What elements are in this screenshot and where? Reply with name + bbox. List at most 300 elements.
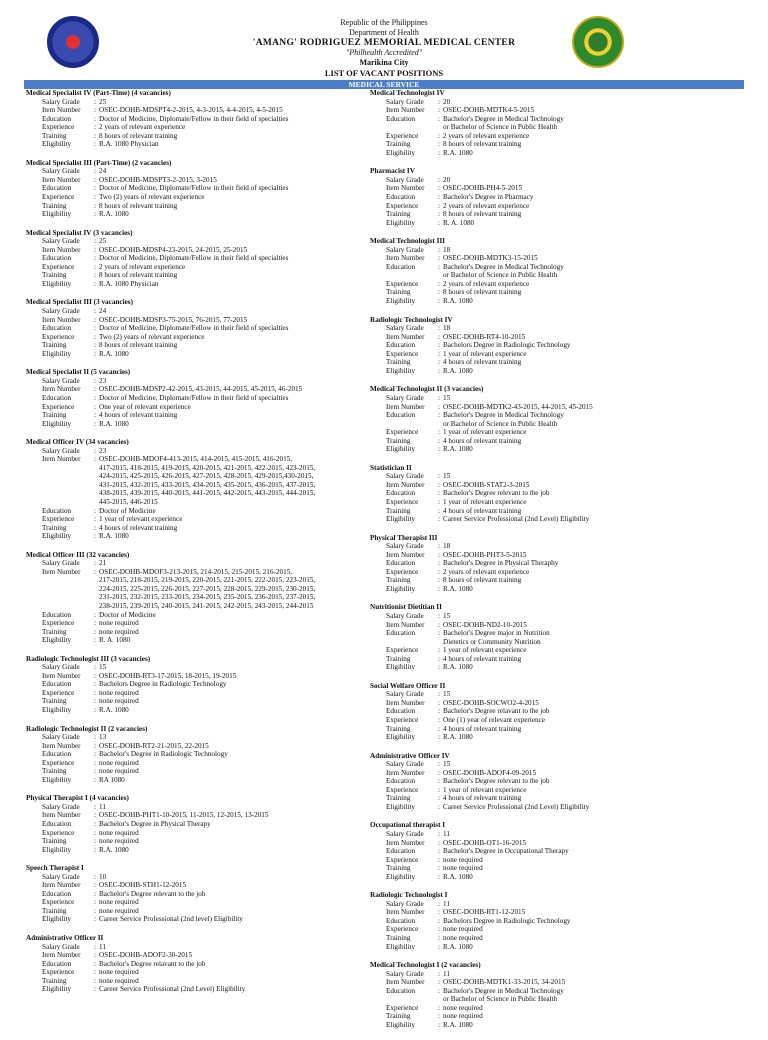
- field-row: [370, 297, 750, 306]
- field-label: Item Number: [386, 480, 425, 489]
- field-value: Doctor of Medicine, Diplomate/Fellow in their field of specialties: [99, 254, 289, 263]
- field-separator: :: [94, 332, 96, 341]
- field-row: [370, 403, 750, 412]
- field-row: [370, 786, 750, 795]
- field-row: [26, 750, 362, 759]
- right-column: [370, 89, 750, 1040]
- field-separator: :: [438, 942, 440, 951]
- field-label: Eligibility: [42, 279, 72, 288]
- field-row: [370, 176, 750, 185]
- field-row: [370, 847, 750, 856]
- field-row: [26, 820, 362, 829]
- field-separator: :: [94, 175, 96, 184]
- field-separator: :: [438, 445, 440, 454]
- field-label: Item Number: [42, 106, 81, 115]
- field-value: 1 year of relevant experience: [443, 497, 527, 506]
- field-value: 4 hours of relevant training: [99, 411, 178, 420]
- field-row: [370, 507, 750, 516]
- field-value: none required: [99, 837, 139, 846]
- field-separator: :: [438, 288, 440, 297]
- field-value: Bachelor's Degree in Radiologic Technology: [99, 750, 228, 759]
- position-title: Administrative Officer IV: [370, 751, 450, 760]
- position-title: Medical Technologist III: [370, 237, 446, 246]
- field-value: R.A. 1080: [99, 532, 129, 541]
- field-separator: :: [94, 951, 96, 960]
- field-row: [26, 559, 362, 568]
- field-separator: :: [94, 775, 96, 784]
- field-value: OSEC-DOHB-SOCWO2-4-2015: [443, 698, 539, 707]
- position-entry: [370, 603, 750, 671]
- field-value: 15: [99, 663, 107, 672]
- field-row: [26, 377, 362, 386]
- field-row: [26, 943, 362, 952]
- field-label: Training: [386, 506, 411, 515]
- field-row: [26, 515, 362, 524]
- field-value: 4 hours of relevant training: [443, 724, 522, 733]
- field-value: 18: [443, 542, 451, 551]
- field-label: Salary Grade: [386, 472, 424, 481]
- field-row: [26, 636, 362, 645]
- field-label: Item Number: [42, 741, 81, 750]
- field-value: Doctor of Medicine, Diplomate/Fellow in their field of specialties: [99, 114, 289, 123]
- field-separator: :: [94, 889, 96, 898]
- field-value: 15: [443, 611, 451, 620]
- field-label: Education: [386, 847, 416, 856]
- field-label: Item Number: [386, 838, 425, 847]
- field-separator: :: [94, 262, 96, 271]
- field-row: [26, 385, 362, 394]
- field-value: OSEC-DOHB-PH4-5-2015: [443, 184, 523, 193]
- field-separator: :: [94, 97, 96, 106]
- field-row: [370, 769, 750, 778]
- field-value: 8 hours of relevant training: [99, 341, 178, 350]
- field-separator: :: [94, 680, 96, 689]
- field-row: [370, 551, 750, 560]
- field-separator: :: [438, 576, 440, 585]
- field-value: OSEC-DOHB-MDTK3-15-2015: [443, 254, 538, 263]
- field-row: [26, 132, 362, 141]
- field-label: Salary Grade: [386, 175, 424, 184]
- field-value: 23: [99, 376, 107, 385]
- field-row: [26, 350, 362, 359]
- field-separator: :: [438, 611, 440, 620]
- field-value: none required: [99, 906, 139, 915]
- field-label: Training: [42, 837, 67, 846]
- field-separator: :: [438, 724, 440, 733]
- field-value: OSEC-DOHB-STAT2-3-2015: [443, 480, 530, 489]
- field-value: 2 years of relevant experience: [443, 201, 530, 210]
- field-value: none required: [443, 864, 483, 873]
- field-value: Bachelor's Degree relevant to the job: [443, 489, 550, 498]
- field-separator: :: [438, 629, 440, 638]
- field-value: none required: [443, 1003, 483, 1012]
- accreditation: "Philhealth Accredited": [345, 48, 423, 57]
- field-separator: :: [94, 167, 96, 176]
- field-row: [26, 341, 362, 350]
- field-row: [26, 324, 362, 333]
- field-separator: :: [438, 480, 440, 489]
- field-label: Experience: [386, 1003, 419, 1012]
- field-separator: :: [438, 830, 440, 839]
- field-value: Two (2) years of relevant experience: [99, 332, 205, 341]
- field-label: Salary Grade: [42, 376, 80, 385]
- field-row: [370, 760, 750, 769]
- field-label: Education: [386, 262, 416, 271]
- field-separator: :: [438, 654, 440, 663]
- field-separator: :: [94, 402, 96, 411]
- field-row: [26, 280, 362, 289]
- field-row: [26, 532, 362, 541]
- field-row: [370, 437, 750, 446]
- field-value: Career Service Professional (2nd level) Eligibility: [99, 915, 243, 924]
- field-separator: :: [438, 1012, 440, 1021]
- field-label: Item Number: [386, 768, 425, 777]
- field-label: Item Number: [386, 620, 425, 629]
- field-value: 20: [443, 97, 451, 106]
- field-separator: :: [438, 855, 440, 864]
- field-label: Education: [386, 341, 416, 350]
- field-value: OSEC-DOHB-MDTK1-33-2015, 34-2015: [443, 978, 566, 987]
- field-value: R.A. 1080 Physician: [99, 279, 159, 288]
- field-separator: :: [94, 627, 96, 636]
- field-separator: :: [94, 237, 96, 246]
- field-label: Item Number: [42, 455, 81, 464]
- field-label: Experience: [386, 497, 419, 506]
- field-label: Salary Grade: [42, 307, 80, 316]
- field-separator: :: [94, 271, 96, 280]
- field-row: [26, 123, 362, 132]
- field-value: R.A. 1080: [443, 584, 473, 593]
- field-value: Bachelor's Degree major in Nutrition Dietetics or Community Nutrition: [443, 629, 550, 646]
- field-label: Training: [42, 523, 67, 532]
- field-row: [26, 403, 362, 412]
- field-row: [370, 98, 750, 107]
- field-value: R.A. 1080: [443, 366, 473, 375]
- field-row: [26, 907, 362, 916]
- field-separator: :: [438, 785, 440, 794]
- field-row: [26, 767, 362, 776]
- position-entry: [370, 534, 750, 594]
- field-value: none required: [99, 688, 139, 697]
- field-value: 1 year of relevant experience: [443, 349, 527, 358]
- field-value: R.A. 1080: [99, 845, 129, 854]
- field-label: Experience: [42, 898, 75, 907]
- field-value: OSEC-DOHB-MDSP2-42-2015, 43-2015, 44-2015, 45-2015, 46-2015: [99, 385, 303, 394]
- field-separator: :: [438, 584, 440, 593]
- field-separator: :: [438, 262, 440, 271]
- field-label: Eligibility: [386, 366, 416, 375]
- position-entry: [370, 682, 750, 742]
- position-title: Radiologic Technologist IV: [370, 315, 453, 324]
- field-label: Salary Grade: [42, 872, 80, 881]
- field-separator: :: [94, 976, 96, 985]
- field-label: Experience: [386, 785, 419, 794]
- field-label: Training: [386, 934, 411, 943]
- field-label: Salary Grade: [42, 942, 80, 951]
- field-separator: :: [94, 254, 96, 263]
- field-separator: :: [438, 106, 440, 115]
- field-separator: :: [438, 393, 440, 402]
- field-value: OSEC-DOHB-RT4-10-2015: [443, 332, 526, 341]
- field-separator: :: [438, 210, 440, 219]
- field-label: Education: [386, 629, 416, 638]
- position-title: Physical Therapist III: [370, 533, 438, 542]
- field-label: Salary Grade: [386, 899, 424, 908]
- field-value: 4 hours of relevant training: [99, 523, 178, 532]
- field-value: R.A. 1080: [443, 1020, 473, 1029]
- field-separator: :: [94, 688, 96, 697]
- field-separator: :: [94, 750, 96, 759]
- field-value: 8 hours of relevant training: [99, 131, 178, 140]
- field-separator: :: [94, 106, 96, 115]
- field-separator: :: [94, 959, 96, 968]
- field-label: Item Number: [42, 175, 81, 184]
- field-separator: :: [94, 307, 96, 316]
- field-label: Item Number: [386, 184, 425, 193]
- field-separator: :: [438, 567, 440, 576]
- position-entry: [370, 752, 750, 812]
- field-separator: :: [94, 619, 96, 628]
- field-separator: :: [94, 837, 96, 846]
- position-entry: [26, 864, 362, 924]
- field-label: Salary Grade: [42, 237, 80, 246]
- field-row: [370, 925, 750, 934]
- position-entry: [370, 385, 750, 453]
- document-header: [0, 18, 768, 68]
- field-separator: :: [94, 942, 96, 951]
- field-value: 24: [99, 307, 107, 316]
- field-label: Eligibility: [42, 210, 72, 219]
- field-label: Training: [42, 271, 67, 280]
- field-row: [370, 324, 750, 333]
- field-separator: :: [94, 845, 96, 854]
- field-label: Item Number: [386, 978, 425, 987]
- field-separator: :: [438, 550, 440, 559]
- field-row: [26, 411, 362, 420]
- position-entry: [26, 368, 362, 428]
- field-separator: :: [438, 358, 440, 367]
- field-row: [26, 759, 362, 768]
- field-value: none required: [443, 934, 483, 943]
- field-value: 4 hours of relevant training: [443, 654, 522, 663]
- field-value: R.A. 1080 Physician: [99, 140, 159, 149]
- field-label: Item Number: [42, 671, 81, 680]
- field-label: Education: [42, 184, 72, 193]
- field-value: OSEC-DOHB-MDSP4-23-2015, 24-2015, 25-2015: [99, 245, 248, 254]
- field-label: Salary Grade: [386, 830, 424, 839]
- field-value: Bachelor's Degree in Medical Technology or Bachelor of Science in Public Health: [443, 411, 564, 428]
- field-value: Bachelor's Degree in Medical Technology or Bachelor of Science in Public Health: [443, 114, 564, 132]
- field-value: RA 1080: [99, 775, 125, 784]
- field-label: Item Number: [42, 315, 81, 324]
- field-row: [370, 288, 750, 297]
- field-separator: :: [438, 916, 440, 925]
- position-title: Physical Therapist I (4 vacancies): [26, 794, 129, 803]
- field-separator: :: [94, 706, 96, 714]
- field-row: [370, 559, 750, 568]
- position-entry: [370, 961, 750, 1029]
- field-value: OSEC-DOHB-MDSPT4-2-2015, 4-3-2015, 4-4-2015, 4-5-2015: [99, 106, 283, 115]
- field-row: [26, 733, 362, 742]
- field-value: OSEC-DOHB-RT2-21-2015, 22-2015: [99, 741, 209, 750]
- field-value: 21: [99, 559, 107, 568]
- field-separator: :: [438, 698, 440, 707]
- field-value: OSEC-DOHB-MDOF3-213-2015, 214-2015, 215-2015, 216-2015, 217-2015, 218-2015, 219-2015, 220-2015, 221-2015, 222-2015, 223-2015, 224-2015, 225-2015, 226-2015, 227-2015, 228-2015, 229-2015, 230-2015, 231-2015, 232-2015, 233-2015, 234-2015, 235-2015, 236-2015, 237-2015, 238-2015, 239-2015, 240-2015, 241-2015, 242-2015, 243-2015, 244-2015: [99, 567, 316, 610]
- field-label: Experience: [42, 332, 75, 341]
- field-value: Bachelor's Degree in Occupational Therapy: [443, 847, 569, 856]
- field-separator: :: [94, 349, 96, 358]
- field-row: [26, 140, 362, 149]
- field-label: Item Number: [386, 550, 425, 559]
- field-separator: :: [438, 114, 440, 123]
- field-separator: :: [438, 847, 440, 856]
- field-separator: :: [94, 279, 96, 288]
- field-row: [26, 115, 362, 124]
- field-value: 4 hours of relevant training: [443, 358, 522, 367]
- field-label: Education: [42, 393, 72, 402]
- field-value: none required: [99, 697, 139, 706]
- field-value: 11: [443, 899, 450, 908]
- position-title: Speech Therapist I: [26, 864, 84, 873]
- field-row: [370, 106, 750, 115]
- field-separator: :: [94, 201, 96, 210]
- position-entry: [370, 89, 750, 157]
- field-label: Experience: [386, 925, 419, 934]
- field-value: Doctor of Medicine: [99, 610, 156, 619]
- field-row: [370, 987, 750, 1004]
- field-row: [370, 280, 750, 289]
- field-row: [26, 237, 362, 246]
- field-row: [370, 839, 750, 848]
- position-title: Medical Technologist II (3 vacancies): [370, 385, 484, 394]
- field-value: Doctor of Medicine, Diplomate/Fellow in their field of specialties: [99, 184, 289, 193]
- field-row: [370, 699, 750, 708]
- field-value: none required: [443, 925, 483, 934]
- field-label: Eligibility: [386, 584, 416, 593]
- position-title: Radiologic Technologist III (3 vacancies): [26, 654, 151, 663]
- field-label: Education: [42, 254, 72, 263]
- field-value: R.A. 1080: [99, 706, 129, 714]
- field-label: Training: [386, 1012, 411, 1021]
- field-label: Training: [42, 411, 67, 420]
- field-label: Item Number: [42, 567, 81, 576]
- field-separator: :: [94, 985, 96, 994]
- field-label: Eligibility: [42, 532, 72, 541]
- field-row: [26, 742, 362, 751]
- field-row: [370, 515, 750, 524]
- field-label: Salary Grade: [42, 663, 80, 672]
- position-title: Radiologic Technologist I: [370, 891, 448, 900]
- field-label: Training: [42, 627, 67, 636]
- field-separator: :: [438, 733, 440, 742]
- field-label: Education: [42, 114, 72, 123]
- field-value: Career Service Professional (2nd Level) Eligibility: [443, 515, 590, 524]
- field-row: [370, 358, 750, 367]
- field-value: 4 hours of relevant training: [443, 794, 522, 803]
- field-separator: :: [438, 193, 440, 202]
- field-row: [26, 811, 362, 820]
- field-row: [26, 968, 362, 977]
- field-separator: :: [94, 820, 96, 829]
- field-label: Eligibility: [42, 140, 72, 149]
- hospital-name: 'AMANG' RODRIGUEZ MEMORIAL MEDICAL CENTER: [252, 38, 516, 48]
- field-separator: :: [438, 542, 440, 551]
- field-value: R.A. 1080: [443, 942, 473, 951]
- field-label: Education: [42, 680, 72, 689]
- field-separator: :: [94, 697, 96, 706]
- field-row: [26, 846, 362, 855]
- field-row: [26, 184, 362, 193]
- field-value: Doctor of Medicine: [99, 506, 156, 515]
- field-value: none required: [99, 767, 139, 776]
- field-value: OSEC-DOHB-ND2-10-2015: [443, 620, 527, 629]
- field-label: Experience: [386, 567, 419, 576]
- field-separator: :: [438, 663, 440, 672]
- field-row: [26, 628, 362, 637]
- field-separator: :: [94, 140, 96, 149]
- field-row: [26, 420, 362, 429]
- field-label: Eligibility: [42, 915, 72, 924]
- field-row: [370, 707, 750, 716]
- field-value: OSEC-DOHB-RT3-17-2015, 18-2015, 19-2015: [99, 671, 237, 680]
- field-separator: :: [438, 872, 440, 881]
- field-row: [26, 697, 362, 706]
- field-row: [370, 542, 750, 551]
- field-value: Bachelor's Degree relevant to the job: [443, 777, 550, 786]
- field-row: [26, 689, 362, 698]
- field-row: [26, 837, 362, 846]
- field-row: [370, 140, 750, 149]
- field-separator: :: [94, 393, 96, 402]
- field-value: none required: [99, 619, 139, 628]
- field-separator: :: [438, 184, 440, 193]
- field-value: Bachelor's Degree relavant to the job: [443, 707, 550, 716]
- field-value: 4 hours of relevant training: [443, 506, 522, 515]
- position-entry: [370, 167, 750, 227]
- field-separator: :: [94, 636, 96, 645]
- field-separator: :: [94, 193, 96, 202]
- field-row: [26, 776, 362, 785]
- field-value: R.A. 1080: [443, 733, 473, 742]
- field-row: [370, 367, 750, 376]
- field-label: Salary Grade: [386, 542, 424, 551]
- field-value: 15: [443, 393, 451, 402]
- field-value: Bachelor's Degree in Pharmacy: [443, 193, 534, 202]
- field-row: [370, 978, 750, 987]
- field-row: [370, 219, 750, 228]
- field-separator: :: [438, 349, 440, 358]
- field-row: [370, 350, 750, 359]
- field-separator: :: [438, 690, 440, 699]
- field-separator: :: [94, 324, 96, 333]
- field-row: [370, 341, 750, 350]
- field-label: Training: [386, 210, 411, 219]
- field-row: [370, 115, 750, 132]
- position-title: Medical Technologist IV: [370, 89, 445, 97]
- field-row: [370, 970, 750, 979]
- field-separator: :: [94, 567, 96, 576]
- field-separator: :: [94, 385, 96, 394]
- field-value: 25: [99, 97, 107, 106]
- field-label: Item Number: [386, 106, 425, 115]
- field-label: Education: [42, 889, 72, 898]
- field-value: OSEC-DOHB-MDSPT3-2-2015, 3-2015: [99, 175, 217, 184]
- field-label: Salary Grade: [386, 245, 424, 254]
- field-row: [370, 612, 750, 621]
- position-title: Nutritionist Dietitian II: [370, 603, 442, 612]
- field-separator: :: [94, 455, 96, 464]
- field-separator: :: [94, 610, 96, 619]
